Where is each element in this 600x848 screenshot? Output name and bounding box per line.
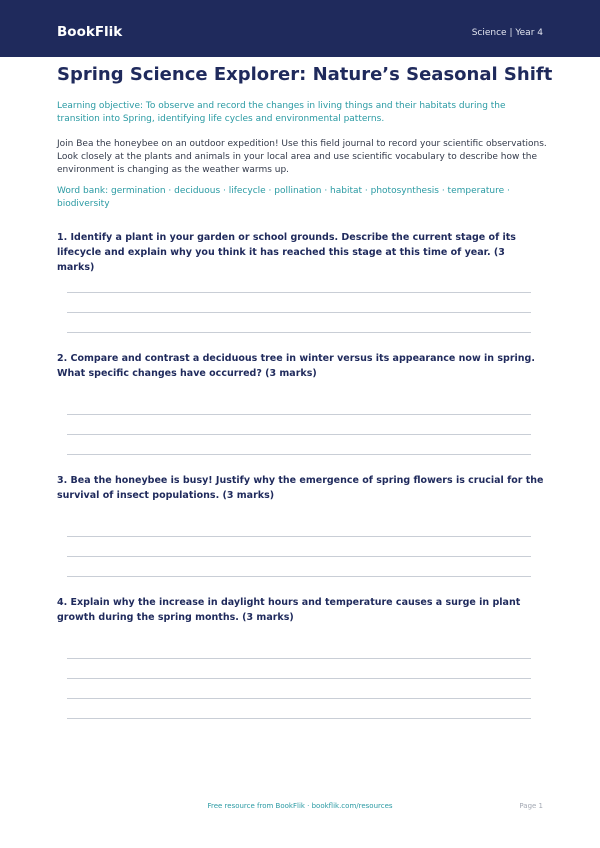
question-2: 2. Compare and contrast a deciduous tree in winter versus its appearance now in spring. What specific changes have occurred? (3 marks): [57, 353, 535, 379]
worksheet-title: Spring Science Explorer: Nature’s Seasonal Shift: [57, 64, 553, 85]
question-3: 3. Bea the honeybee is busy! Justify why the emergence of spring flowers is crucial for the survival of insect populations. (3 marks): [57, 475, 544, 501]
intro-paragraph: Join Bea the honeybee on an outdoor expedition! Use this field journal to record your scientific observations. Look closely at the plants and animals in your local area and use scientific vocabulary to describe how the environment is changing as the weather warms up.: [57, 139, 547, 175]
answer-line[interactable]: [67, 718, 531, 719]
question-4: 4. Explain why the increase in daylight hours and temperature causes a surge in plant growth during the spring months. (3 marks): [57, 597, 521, 623]
answer-line[interactable]: [67, 312, 531, 313]
footer-link[interactable]: Free resource from BookFlik · bookflik.com/resources: [207, 802, 393, 810]
page-header: [0, 0, 600, 57]
answer-line[interactable]: [67, 414, 531, 415]
answer-line[interactable]: [67, 658, 531, 659]
answer-line[interactable]: [67, 698, 531, 699]
answer-line[interactable]: [67, 292, 531, 293]
answer-line[interactable]: [67, 536, 531, 537]
word-bank: Word bank: germination · deciduous · lifecycle · pollination · habitat · photosynthesis · temperature · biodiversity: [57, 186, 510, 209]
brand-logo[interactable]: BookFlik: [57, 24, 123, 40]
answer-line[interactable]: [67, 678, 531, 679]
answer-line[interactable]: [67, 576, 531, 577]
answer-line[interactable]: [67, 434, 531, 435]
answer-line[interactable]: [67, 332, 531, 333]
answer-line[interactable]: [67, 556, 531, 557]
learning-objective: Learning objective: To observe and record the changes in living things and their habitats during the transition into Spring, identifying life cycles and environmental patterns.: [57, 101, 506, 124]
answer-line[interactable]: [67, 454, 531, 455]
subject-breadcrumb: Science | Year 4: [471, 28, 543, 38]
page-number: Page 1: [519, 802, 543, 810]
question-1: 1. Identify a plant in your garden or school grounds. Describe the current stage of its lifecycle and explain why you think it has reached this stage at this time of year. (3 marks): [57, 232, 516, 273]
